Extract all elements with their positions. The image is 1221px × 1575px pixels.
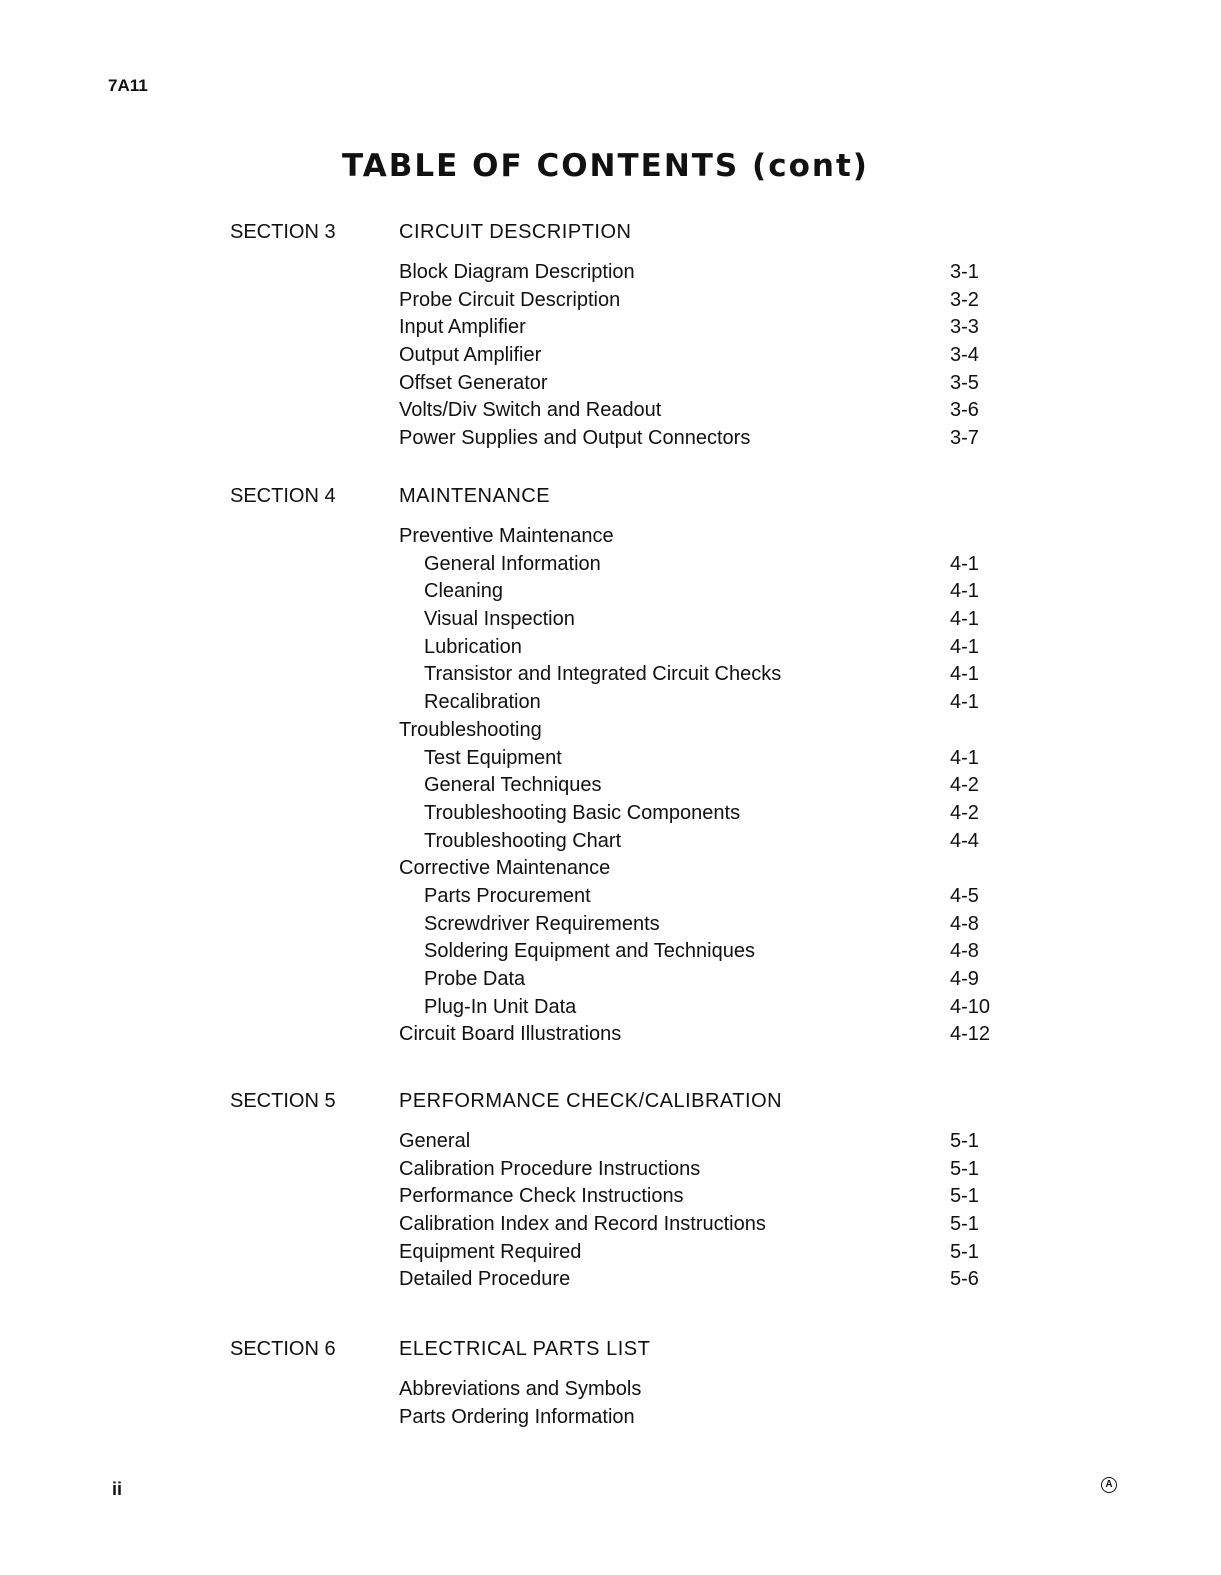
entry-title: Power Supplies and Output Connectors <box>399 427 751 450</box>
toc-entry[interactable] <box>399 745 999 773</box>
entry-page: 5-1 <box>950 1185 979 1208</box>
entry-page: 3-1 <box>950 261 979 283</box>
toc-entry[interactable] <box>399 883 999 911</box>
entry-title: Circuit Board Illustrations <box>399 1023 622 1046</box>
model-header: 7A11 <box>108 76 148 95</box>
toc-entry[interactable] <box>399 425 999 453</box>
entry-title: Calibration Index and Record Instructions <box>399 1213 766 1236</box>
entry-title: Recalibration <box>424 691 541 714</box>
entry-title: Abbreviations and Symbols <box>399 1378 642 1400</box>
entry-title: Volts/Div Switch and Readout <box>399 399 662 422</box>
entry-page: 4-4 <box>950 829 979 852</box>
toc-entry[interactable] <box>399 1156 999 1184</box>
entry-page: 4-1 <box>950 552 979 575</box>
toc-entry[interactable] <box>399 606 999 634</box>
section-label: SECTION 3 <box>230 221 336 243</box>
entry-page: 3-4 <box>950 344 979 367</box>
section-title[interactable]: PERFORMANCE CHECK/CALIBRATION <box>399 1090 783 1112</box>
page-title: TABLE OF CONTENTS (cont) <box>342 148 869 184</box>
revision-mark-icon: A <box>1101 1477 1117 1493</box>
entry-page: 5-1 <box>950 1130 979 1152</box>
entry-page: 4-2 <box>950 774 979 797</box>
toc-entry[interactable] <box>399 661 999 689</box>
entry-title: Troubleshooting Basic Components <box>424 801 741 824</box>
entry-page: 5-1 <box>950 1240 979 1263</box>
toc-entry[interactable] <box>399 287 999 315</box>
entry-title: Soldering Equipment and Techniques <box>424 940 755 963</box>
entry-title: Visual Inspection <box>424 608 575 631</box>
section-title[interactable]: CIRCUIT DESCRIPTION <box>399 221 632 243</box>
entry-title: General Information <box>424 552 601 575</box>
entry-title: Troubleshooting Chart <box>424 829 622 852</box>
toc-entry[interactable] <box>399 772 999 800</box>
entry-page: 4-9 <box>950 968 979 990</box>
section-entries <box>399 523 999 1049</box>
section-entries <box>399 1128 999 1294</box>
entry-page: 3-3 <box>950 316 979 339</box>
entry-title: Preventive Maintenance <box>399 525 614 547</box>
entry-page: 3-6 <box>950 399 979 422</box>
toc-entry[interactable] <box>399 828 999 856</box>
entry-title: Probe Data <box>424 968 526 990</box>
entry-page: 4-8 <box>950 912 979 935</box>
toc-entry[interactable] <box>399 397 999 425</box>
entry-page: 4-1 <box>950 635 979 658</box>
entry-title: Parts Ordering Information <box>399 1405 635 1428</box>
entry-page: 5-6 <box>950 1268 979 1291</box>
section-entries <box>399 259 999 453</box>
entry-page: 4-8 <box>950 940 979 963</box>
section-entries <box>399 1376 999 1431</box>
toc-entry[interactable] <box>399 634 999 662</box>
toc-entry[interactable] <box>399 966 999 994</box>
toc-entry[interactable] <box>399 911 999 939</box>
toc-entry[interactable] <box>399 994 999 1022</box>
toc-entry[interactable] <box>399 1128 999 1156</box>
entry-title: Detailed Procedure <box>399 1268 571 1291</box>
entry-title: Troubleshooting <box>399 718 542 741</box>
entry-title: General Techniques <box>424 774 602 797</box>
toc-entry[interactable] <box>399 259 999 287</box>
entry-title: Corrective Maintenance <box>399 857 611 880</box>
section-label: SECTION 6 <box>230 1338 336 1360</box>
entry-page: 5-1 <box>950 1213 979 1236</box>
toc-entry[interactable] <box>399 1266 999 1294</box>
entry-page: 3-2 <box>950 288 979 311</box>
entry-title: Screwdriver Requirements <box>424 912 660 935</box>
section-title[interactable]: MAINTENANCE <box>399 485 551 507</box>
toc-entry[interactable] <box>399 578 999 606</box>
entry-page: 4-2 <box>950 801 979 824</box>
entry-page: 4-1 <box>950 746 979 769</box>
entry-title: Offset Generator <box>399 371 548 394</box>
toc-entry[interactable] <box>399 370 999 398</box>
entry-page: 3-7 <box>950 427 979 450</box>
toc-entry[interactable] <box>399 717 999 745</box>
page-number: ii <box>112 1479 123 1499</box>
toc-entry[interactable] <box>399 689 999 717</box>
entry-page: 5-1 <box>950 1157 979 1180</box>
entry-page: 4-10 <box>950 995 991 1018</box>
toc-entry[interactable] <box>399 1376 999 1404</box>
entry-title: Plug-In Unit Data <box>424 995 577 1018</box>
toc-entry[interactable] <box>399 1021 999 1049</box>
entry-title: Output Amplifier <box>399 344 542 367</box>
toc-entry[interactable] <box>399 342 999 370</box>
toc-entry[interactable] <box>399 1239 999 1267</box>
toc-entry[interactable] <box>399 314 999 342</box>
entry-page: 4-1 <box>950 580 979 603</box>
entry-page: 4-12 <box>950 1023 991 1046</box>
entry-title: Lubrication <box>424 635 522 658</box>
entry-page: 3-5 <box>950 371 979 394</box>
entry-title: Equipment Required <box>399 1240 582 1263</box>
toc-entry[interactable] <box>399 855 999 883</box>
entry-page: 4-5 <box>950 884 979 907</box>
toc-entry[interactable] <box>399 1211 999 1239</box>
toc-entry[interactable] <box>399 523 999 551</box>
entry-title: Probe Circuit Description <box>399 288 621 311</box>
toc-entry[interactable] <box>399 938 999 966</box>
section-label: SECTION 4 <box>230 485 336 507</box>
entry-page: 4-1 <box>950 691 979 714</box>
toc-entry[interactable] <box>399 800 999 828</box>
entry-title: Parts Procurement <box>424 884 591 907</box>
entry-title: Calibration Procedure Instructions <box>399 1157 701 1180</box>
entry-title: Transistor and Integrated Circuit Checks <box>424 663 782 686</box>
entry-title: General <box>399 1130 471 1152</box>
entry-title: Performance Check Instructions <box>399 1185 684 1208</box>
toc-entry[interactable] <box>399 1404 999 1432</box>
section-title[interactable]: ELECTRICAL PARTS LIST <box>399 1338 651 1360</box>
entry-title: Block Diagram Description <box>399 261 635 283</box>
toc-entry[interactable] <box>399 1183 999 1211</box>
entry-page: 4-1 <box>950 608 979 631</box>
section-label: SECTION 5 <box>230 1090 336 1112</box>
entry-title: Cleaning <box>424 580 503 603</box>
toc-entry[interactable] <box>399 551 999 579</box>
entry-title: Input Amplifier <box>399 316 526 339</box>
entry-title: Test Equipment <box>424 746 562 769</box>
entry-page: 4-1 <box>950 663 979 686</box>
